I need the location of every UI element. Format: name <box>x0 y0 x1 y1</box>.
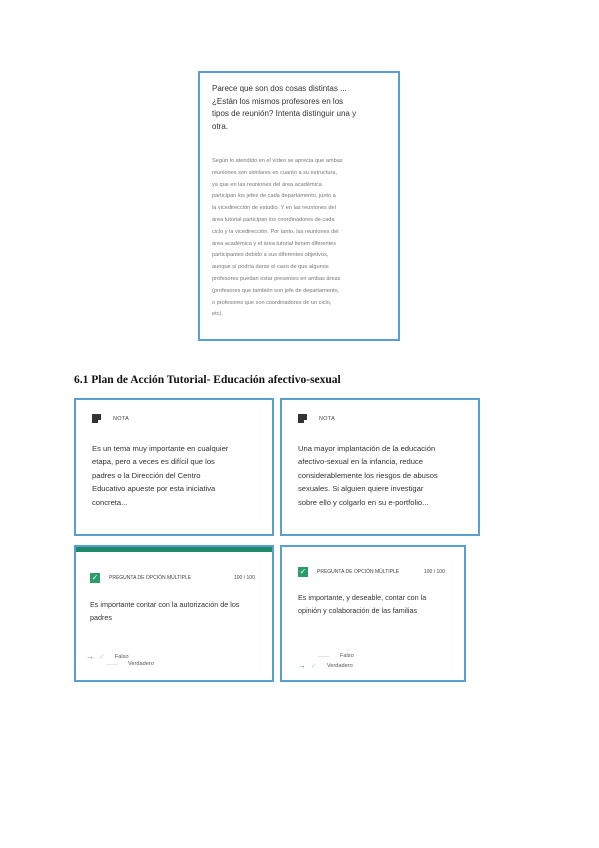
answer-line: aunque sí podría darse el caso de que algunos <box>212 264 329 271</box>
answer-line: ya que en las reuniones del área académica <box>212 181 322 188</box>
note-line: sexuales. Si alguien quiere investigar <box>298 484 424 494</box>
checkmark-icon: ✓ <box>311 662 317 670</box>
note-header <box>92 414 256 423</box>
mc-option-label: Verdadero <box>128 661 154 667</box>
mc-score: 100 / 100 <box>424 569 445 575</box>
note-line: afectivo-sexual en la infancia, reduce <box>298 457 423 467</box>
mc-question <box>90 598 239 624</box>
answer-line: área tutorial participan los coordinadores de cada <box>212 216 335 223</box>
mc-question-line: Es importante, y deseable, contar con la <box>298 593 427 602</box>
mc-option-label: Verdadero <box>326 662 353 669</box>
note-line: etapa, pero a veces es difícil que los <box>92 457 215 467</box>
note-line: Educativo apueste por esta iniciativa <box>92 484 216 494</box>
mc-score: 100 / 100 <box>234 575 255 581</box>
answer-line: (profesores que también son jefe de departamento, <box>212 287 340 294</box>
mc-option-label: Falso <box>340 653 354 659</box>
answer-line: reuniones son similares en cuanto a su estructura, <box>212 169 337 176</box>
option-marker <box>318 656 330 657</box>
note-card-2 <box>280 398 480 536</box>
mc-question <box>298 591 426 617</box>
mc-header-label: PREGUNTA DE OPCIÓN MÚLTIPLE <box>109 575 192 581</box>
multiple-choice-card-2 <box>280 545 466 682</box>
section-title: 6.1 Plan de Acción Tutorial- Educación afectivo-sexual <box>74 374 341 386</box>
question-text <box>212 83 386 133</box>
note-icon <box>298 414 307 423</box>
answer-line: la vicedirección de estudio. Y en las reuniones del <box>212 205 336 212</box>
mc-option-selected[interactable] <box>298 661 353 670</box>
note-header <box>298 414 462 423</box>
mc-option-selected[interactable] <box>86 652 129 661</box>
option-marker <box>106 664 118 665</box>
question-answer-card <box>198 71 400 341</box>
answer-line: o profesores que son coordinadores de un ciclo, <box>212 299 332 306</box>
multiple-choice-card-1 <box>74 545 274 682</box>
checkbox-icon: ✓ <box>91 573 99 582</box>
note-line: considerablemente los riesgos de abusos <box>298 470 438 480</box>
note-icon <box>92 414 101 423</box>
arrow-right-icon: → <box>298 661 306 670</box>
answer-line: ciclo y la vicedirección. Por tanto, las reuniones del <box>212 228 339 235</box>
arrow-right-icon: → <box>86 652 94 661</box>
note-line: sobre ello y colgarlo en su e-portfolio... <box>298 497 429 507</box>
answer-line: Según lo atendido en el vídeo se aprecia que ambas <box>212 158 343 164</box>
accent-bar <box>76 547 272 552</box>
answer-line: profesores puedan estar presentes en ambas áreas <box>212 275 341 282</box>
answer-line: área académica y el área tutorial tienen diferentes <box>212 240 337 247</box>
mc-option[interactable] <box>318 653 354 659</box>
mc-header <box>298 567 399 577</box>
mc-option-label: Falso <box>114 653 129 660</box>
mc-header <box>90 573 191 583</box>
note-label: NOTA <box>113 415 130 422</box>
question-line: otra. <box>212 121 229 131</box>
mc-question-line: padres <box>90 613 112 622</box>
note-line: concreta... <box>92 497 128 507</box>
note-line: Una mayor implantación de la educación <box>298 444 436 453</box>
note-line: padres o la Dirección del Centro <box>92 470 201 480</box>
note-label: NOTA <box>319 415 336 422</box>
checkbox-icon: ✓ <box>299 567 307 576</box>
answer-line: participan los jefes de cada departamento, junto a <box>212 193 336 200</box>
note-body <box>92 442 256 509</box>
question-line: ¿Están los mismos profesores en los <box>212 96 344 106</box>
note-card-1 <box>74 398 274 536</box>
checkmark-icon: ✓ <box>99 653 105 661</box>
mc-question-line: Es importante contar con la autorización de los <box>90 600 240 609</box>
answer-line: etc). <box>212 311 223 318</box>
mc-option[interactable] <box>106 661 154 667</box>
mc-header-label: PREGUNTA DE OPCIÓN MÚLTIPLE <box>317 569 400 575</box>
mc-question-line: opinión y colaboración de las familias <box>298 606 418 615</box>
question-line: tipos de reunión? Intenta distinguir una y <box>212 109 357 118</box>
note-body <box>298 442 462 509</box>
answer-text <box>212 156 386 321</box>
note-line: Es un tema muy importante en cualquier <box>92 444 229 453</box>
answer-line: participantes debido a sus diferentes objetivos, <box>212 252 329 259</box>
question-line: Parece que son dos cosas distintas ... <box>212 84 347 93</box>
